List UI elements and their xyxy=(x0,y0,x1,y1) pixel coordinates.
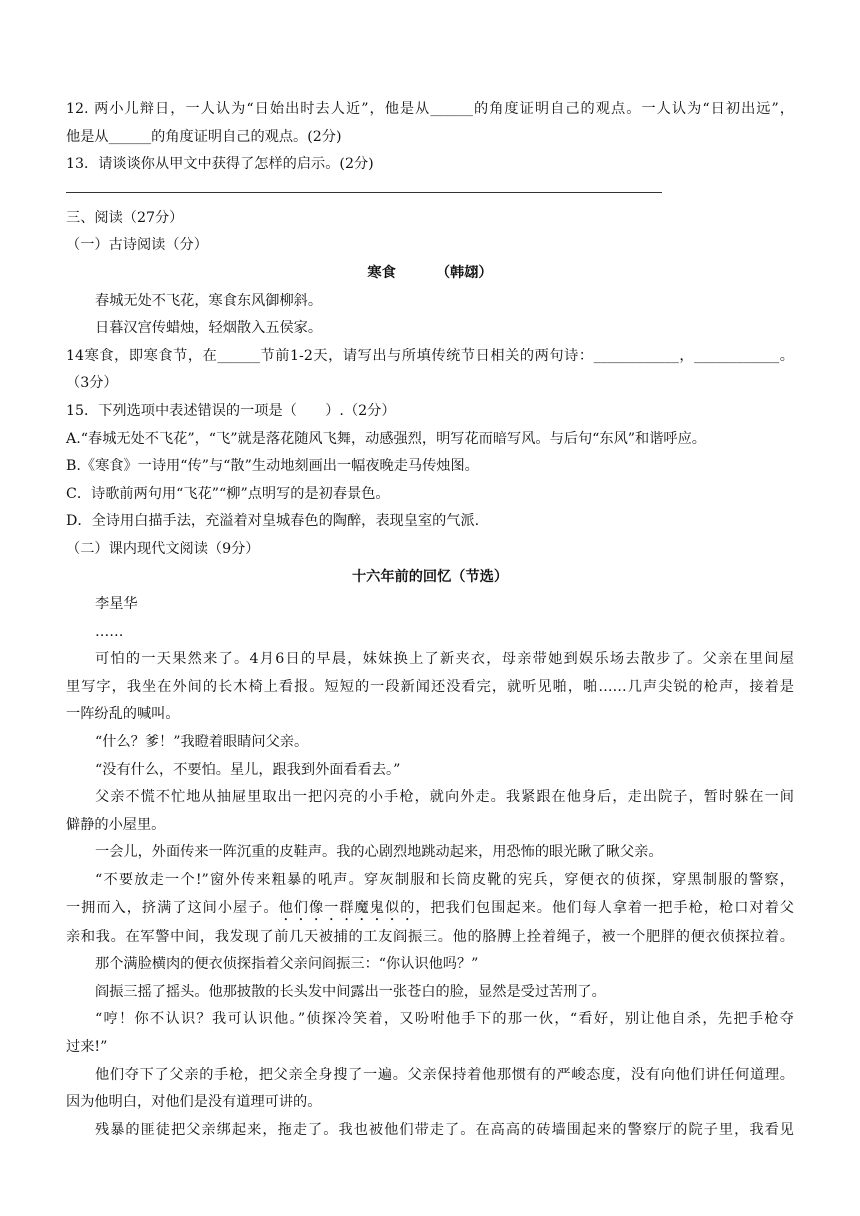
paragraph-10-line-1: 他们夺下了父亲的手枪，把父亲全身搜了一遍。父亲保持着他那惯有的严峻态度，没有向他们讲任何道理。 xyxy=(95,1066,794,1083)
paragraph-9-line-1: “哼！你不认识？我可认识他。”侦探冷笑着，又吩咐他手下的那一伙，“看好，别让他自杀，先把手枪夺 xyxy=(95,1011,794,1028)
part-2-heading: （二）课内现代文阅读（9分） xyxy=(66,540,260,557)
poem-author: （韩翃） xyxy=(435,264,493,281)
paragraph-6-text-a: 一拥而入，挤满了这间小屋子。 xyxy=(66,899,279,916)
question-14-line-1: 14寒食，即寒食节，在______节前1-2天，请写出与所填传统节日相关的两句诗：____________，____________。 xyxy=(66,347,794,364)
paragraph-7: 那个满脸横肉的便衣侦探指着父亲问阎振三：“你认识他吗？” xyxy=(95,956,479,973)
paragraph-6-line-2 xyxy=(66,895,794,924)
part-1-heading: （一）古诗阅读（分） xyxy=(66,237,208,254)
question-14-line-2: （3分） xyxy=(66,375,118,392)
question-15-stem: 15．下列选项中表述错误的一项是（ ）.（2分） xyxy=(66,402,396,419)
paragraph-11: 残暴的匪徒把父亲绑起来，拖走了。我也被他们带走了。在高高的砖墙围起来的警察厅的院子里，我看见 xyxy=(95,1121,794,1138)
paragraph-4-line-1: 父亲不慌不忙地从抽屉里取出一把闪亮的小手枪，就向外走。我紧跟在他身后，走出院子，暂时躲在一间 xyxy=(95,789,794,806)
paragraph-1-line-3: 一阵纷乱的喊叫。 xyxy=(66,706,180,723)
paragraph-6-text-c: ，把我们包围起来。他们每人拿着一把手枪，枪口对着父 xyxy=(415,899,794,916)
paragraph-2: “什么？爹！”我瞪着眼睛问父亲。 xyxy=(95,734,309,751)
paragraph-5: 一会儿，外面传来一阵沉重的皮鞋声。我的心剧烈地跳动起来，用恐怖的眼光瞅了瞅父亲。 xyxy=(95,844,663,861)
section-3-heading: 三、阅读（27分） xyxy=(66,209,184,226)
paragraph-6-line-1: “不要放走一个!”窗外传来粗暴的吼声。穿灰制服和长筒皮靴的宪兵，穿便衣的侦探，穿黑制服的警察， xyxy=(95,872,794,889)
poem-title: 寒食 xyxy=(367,264,396,281)
paragraph-1-line-2: 里写字，我坐在外间的长木椅上看报。短短的一段新闻还没看完，就听见啪，啪……几声尖锐的枪声，接着是 xyxy=(66,678,794,695)
question-13: 13．请谈谈你从甲文中获得了怎样的启示。(2分) xyxy=(66,156,374,173)
paragraph-6-emphasized-text: 他们像一群魔鬼似的 xyxy=(278,899,416,916)
question-15-option-d: D．全诗用白描手法，充溢着对皇城春色的陶醉，表现皇室的气派. xyxy=(66,513,480,530)
poem-title-row xyxy=(66,260,794,288)
question-12-line-1: 12. 两小儿辩日，一人认为“日始出时去人近”，他是从______的角度证明自己的观点。一人认为“日初出远”， xyxy=(66,101,794,117)
paragraph-3: “没有什么，不要怕。星儿，跟我到外面看看去。” xyxy=(95,761,401,778)
question-15-option-a: A.“春城无处不飞花”，“飞”就是落花随风飞舞，动感强烈，明写花而暗写风。与后句“东风”和谐呼应。 xyxy=(66,430,706,447)
paragraph-8: 阎振三摇了摇头。他那披散的长头发中间露出一张苍白的脸，显然是受过苦刑了。 xyxy=(95,983,606,1000)
paragraph-6-line-3: 亲和我。在军警中间，我发现了前几天被捕的工友阎振三。他的胳膊上拴着绳子，被一个肥胖的便衣侦探拉着。 xyxy=(66,928,794,945)
paragraph-1-line-1: 可怕的一天果然来了。4月6日的早晨，妹妹换上了新夹衣，母亲带她到娱乐场去散步了。父亲在里间屋 xyxy=(95,651,794,668)
question-15-option-c: C．诗歌前两句用“飞花”“柳”点明写的是初春景色。 xyxy=(66,485,390,502)
poem-line-2: 日暮汉宫传蜡烛，轻烟散入五侯家。 xyxy=(95,320,323,337)
paragraph-9-line-2: 过来!” xyxy=(66,1039,108,1055)
paragraph-10-line-2: 因为他明白，对他们是没有道理可讲的。 xyxy=(66,1094,322,1111)
article-author: 李星华 xyxy=(95,596,138,613)
question-15-option-b: B.《寒食》一诗用“传”与“散”生动地刻画出一幅夜晚走马传烛图。 xyxy=(66,458,479,475)
article-ellipsis: …… xyxy=(95,623,124,640)
paragraph-4-line-2: 僻静的小屋里。 xyxy=(66,816,166,833)
question-12-line-2: 他是从______的角度证明自己的观点。(2分) xyxy=(66,128,342,145)
poem-line-1: 春城无处不飞花，寒食东风御柳斜。 xyxy=(95,292,323,309)
article-title: 十六年前的回忆（节选） xyxy=(351,568,509,585)
answer-line xyxy=(66,192,662,193)
document-page xyxy=(66,96,794,1144)
